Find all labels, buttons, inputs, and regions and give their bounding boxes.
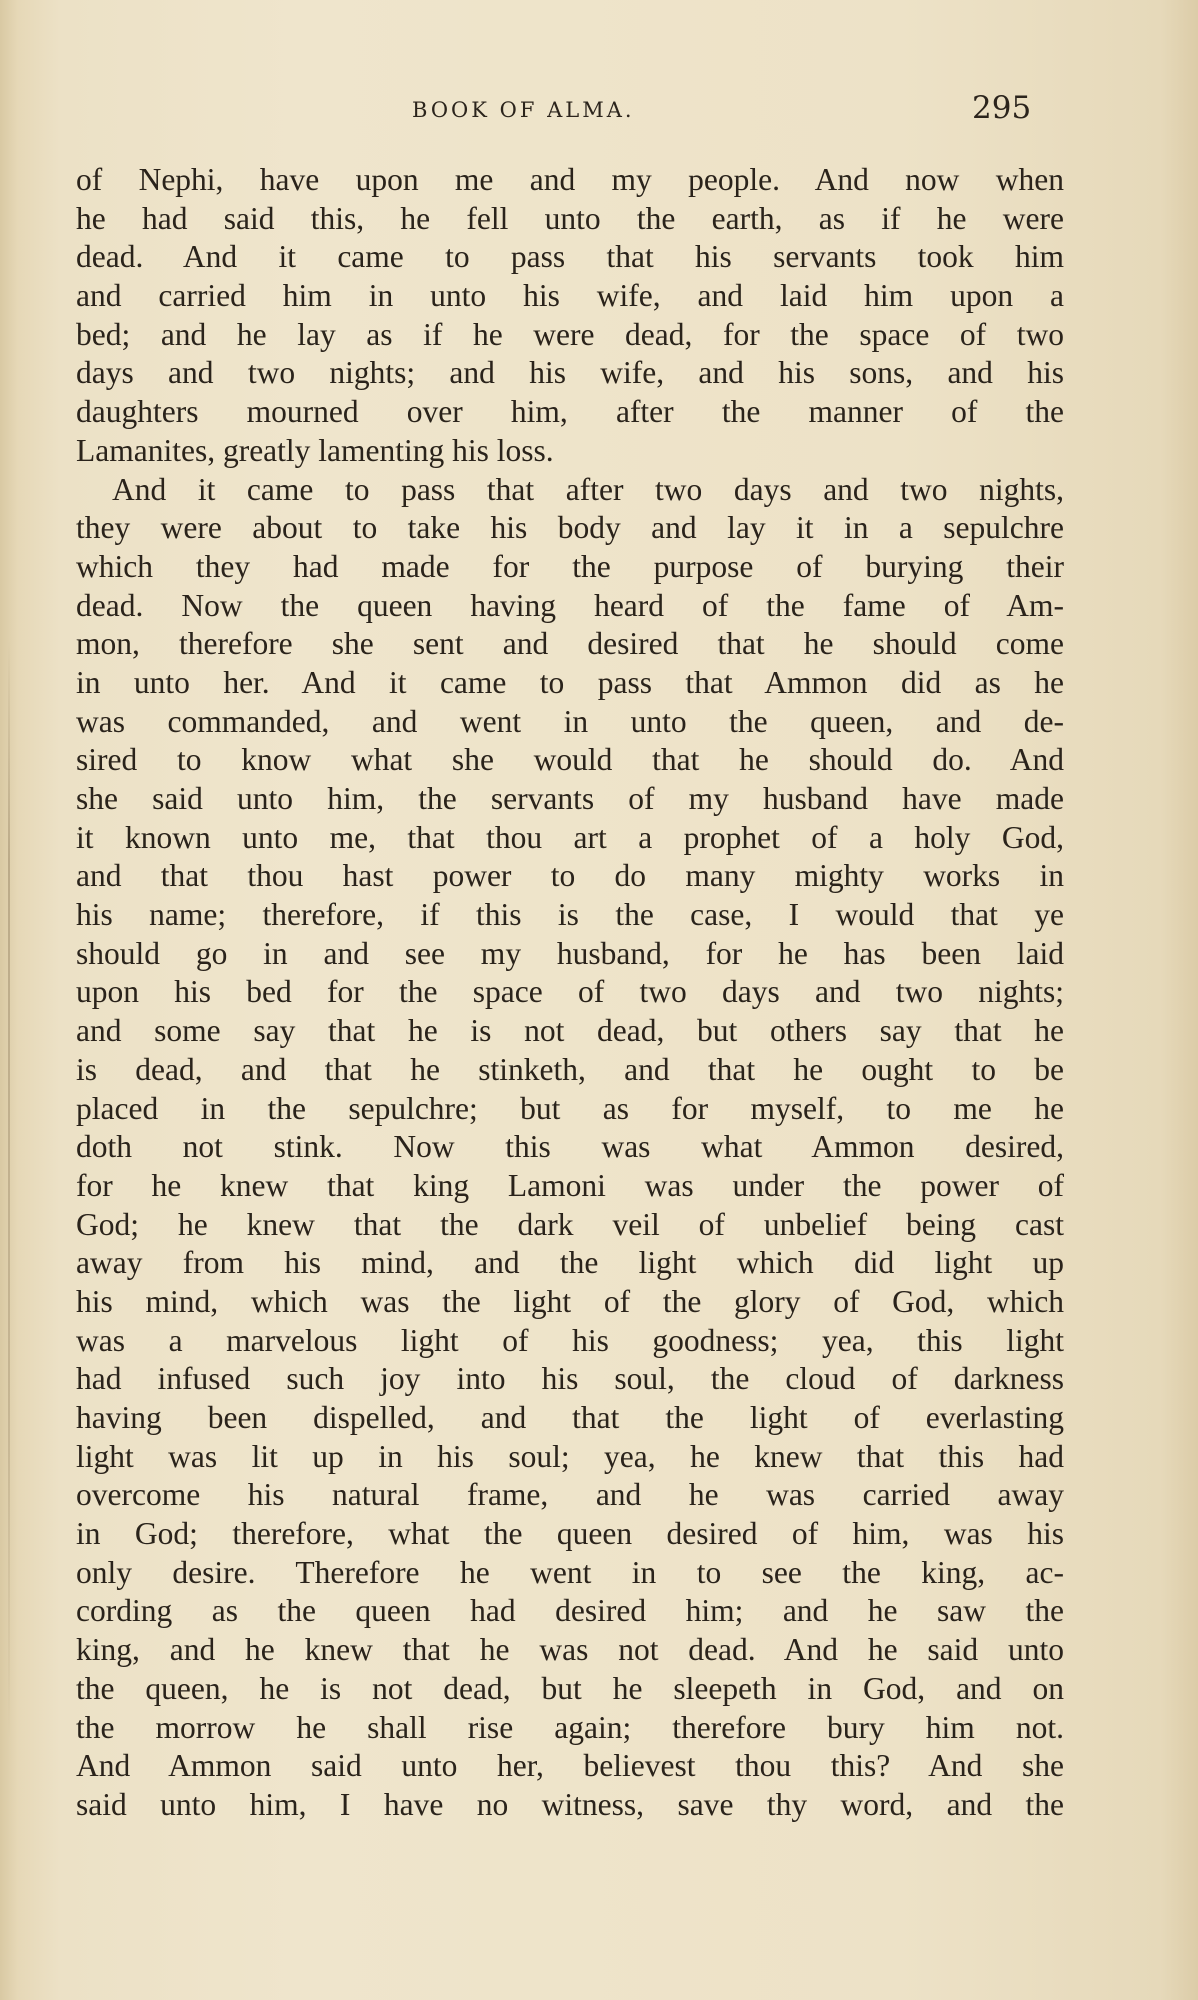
text-line: it known unto me, that thou art a prophet of a holy God, [76, 819, 1064, 855]
text-line: king, and he knew that he was not dead. And he said unto [76, 1632, 1064, 1668]
text-line: and that thou hast power to do many mighty works in [76, 858, 1064, 894]
paragraph-start-line: And it came to pass that after two days and two nights, [112, 471, 1064, 507]
text-line: mon, therefore she sent and desired that he should come [76, 626, 1064, 662]
text-line: in God; therefore, what the queen desired of him, was his [76, 1516, 1064, 1552]
text-line: only desire. Therefore he went in to see the king, ac- [76, 1554, 1064, 1590]
text-line: God; he knew that the dark veil of unbelief being cast [76, 1206, 1064, 1242]
paragraph-end-line: Lamanites, greatly lamenting his loss. [76, 432, 554, 468]
text-line: they were about to take his body and lay it in a sepulchre [76, 510, 1064, 546]
page-gutter-shadow [8, 640, 10, 1740]
text-line: the morrow he shall rise again; therefore bury him not. [76, 1709, 1064, 1745]
running-head [0, 90, 1198, 130]
text-line: she said unto him, the servants of my husband have made [76, 781, 1064, 816]
text-line: his name; therefore, if this is the case, I would that ye [76, 897, 1064, 933]
text-line: days and two nights; and his wife, and his sons, and his [76, 355, 1064, 391]
text-line: the queen, he is not dead, but he sleepeth in God, and on [76, 1670, 1064, 1706]
text-line: should go in and see my husband, for he has been laid [76, 935, 1064, 971]
text-line: placed in the sepulchre; but as for myself, to me he [76, 1090, 1064, 1126]
text-line: said unto him, I have no witness, save thy word, and the [76, 1786, 1064, 1822]
running-head-title: BOOK OF ALMA. [412, 98, 635, 122]
text-line: overcome his natural frame, and he was carried away [76, 1477, 1064, 1513]
text-line: cording as the queen had desired him; and he saw the [76, 1593, 1064, 1629]
text-line: bed; and he lay as if he were dead, for the space of two [76, 316, 1064, 352]
text-line: is dead, and that he stinketh, and that he ought to be [76, 1051, 1064, 1087]
text-line: was a marvelous light of his goodness; yea, this light [76, 1322, 1064, 1358]
text-line: and carried him in unto his wife, and laid him upon a [76, 278, 1064, 314]
text-line: dead. And it came to pass that his servants took him [76, 239, 1064, 275]
text-line: upon his bed for the space of two days and two nights; [76, 974, 1064, 1010]
text-line: for he knew that king Lamoni was under the power of [76, 1167, 1064, 1203]
text-line: doth not stink. Now this was what Ammon desired, [76, 1129, 1064, 1165]
text-line: in unto her. And it came to pass that Ammon did as he [76, 664, 1064, 700]
page-number: 295 [972, 90, 1032, 126]
body-text [76, 161, 1064, 1825]
text-line: which they had made for the purpose of burying their [76, 548, 1064, 584]
text-line: having been dispelled, and that the light of everlasting [76, 1400, 1064, 1435]
text-line: was commanded, and went in unto the queen, and de- [76, 703, 1064, 739]
text-line: And Ammon said unto her, believest thou this? And she [76, 1748, 1064, 1784]
text-line: daughters mourned over him, after the manner of the [76, 394, 1064, 430]
text-line: dead. Now the queen having heard of the fame of Am- [76, 587, 1064, 623]
text-line: he had said this, he fell unto the earth, as if he were [76, 200, 1064, 236]
text-line: of Nephi, have upon me and my people. And now when [76, 162, 1064, 197]
text-line: had infused such joy into his soul, the cloud of darkness [76, 1361, 1064, 1397]
text-line: away from his mind, and the light which did light up [76, 1245, 1064, 1281]
text-line: light was lit up in his soul; yea, he knew that this had [76, 1438, 1064, 1474]
text-line: and some say that he is not dead, but others say that he [76, 1013, 1064, 1049]
text-line: sired to know what she would that he should do. And [76, 742, 1064, 778]
text-line: his mind, which was the light of the glory of God, which [76, 1283, 1064, 1319]
